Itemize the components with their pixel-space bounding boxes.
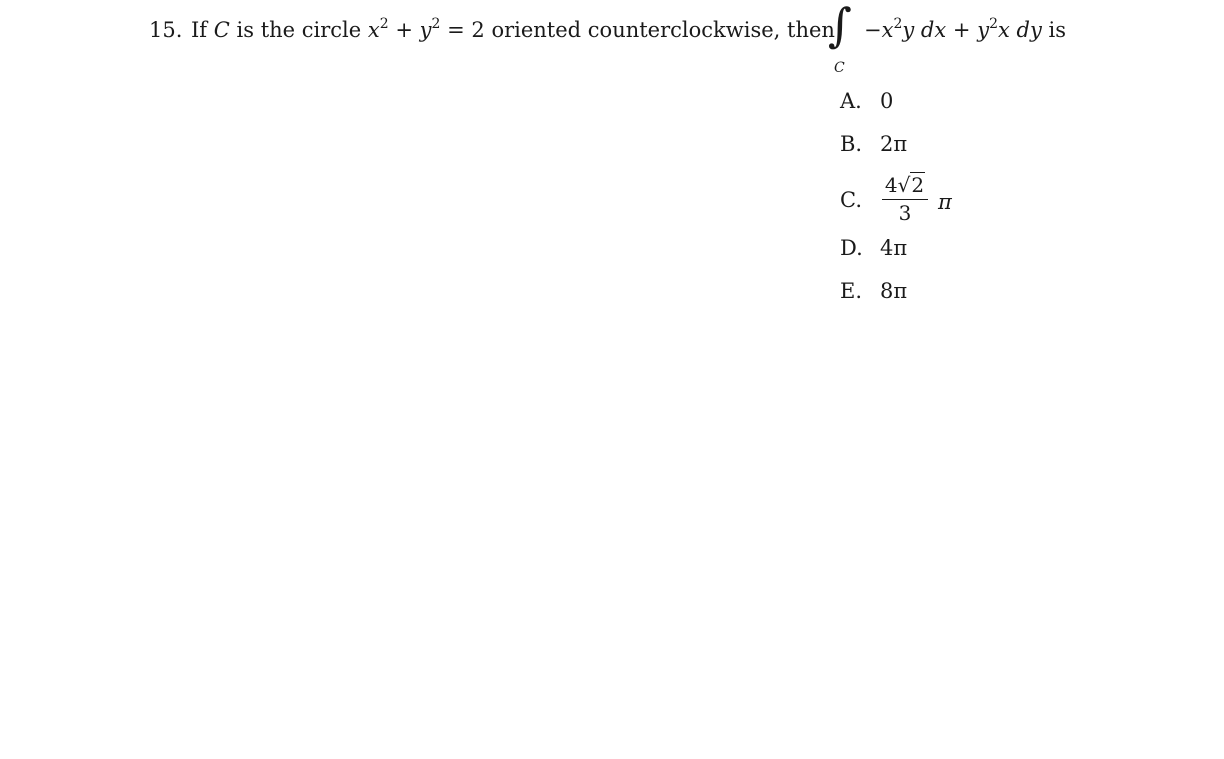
integrand-x: x — [881, 18, 894, 42]
radicand: 2 — [911, 173, 925, 197]
eq-plus: + — [395, 18, 413, 42]
fraction-bar — [882, 199, 928, 200]
choice-a[interactable] — [840, 89, 893, 113]
eq-x: x — [367, 18, 380, 42]
eq-rhs: = 2 — [447, 18, 485, 42]
stem-oriented: oriented counterclockwise, then — [491, 18, 835, 42]
integrand-y: y — [977, 18, 990, 42]
stem-if: If — [191, 18, 208, 42]
fraction-numerator — [882, 174, 928, 196]
choice-c-letter: C. — [840, 188, 862, 212]
integrand-y-dx: y dx — [902, 18, 947, 42]
stem-var-c: C — [213, 18, 230, 42]
numerator-coefficient: 4 — [884, 173, 898, 197]
radical-sign: √ — [897, 173, 911, 197]
choice-e-value: 8π — [880, 279, 908, 303]
integrand-is: is — [1048, 18, 1066, 42]
choice-c-fraction — [882, 174, 928, 224]
fraction-denominator: 3 — [898, 201, 912, 225]
choice-a-letter: A. — [840, 89, 862, 113]
eq-x-exponent: 2 — [379, 16, 389, 32]
question-stem — [191, 18, 835, 42]
question-number: 15. — [149, 18, 183, 42]
eq-y-exponent: 2 — [431, 16, 441, 32]
choice-d-value: 4π — [880, 236, 908, 260]
stem-is-circle: is the circle — [236, 18, 362, 42]
integrand-plus: + — [952, 18, 971, 42]
choice-d[interactable] — [840, 236, 907, 260]
eq-y: y — [419, 18, 432, 42]
choice-e-letter: E. — [840, 279, 863, 303]
integrand-minus: − — [864, 18, 882, 42]
integrand-x-exponent: 2 — [893, 16, 903, 32]
choice-b-value: 2π — [880, 132, 908, 156]
choice-c-pi: π — [938, 190, 952, 214]
choice-d-letter: D. — [840, 236, 863, 260]
choice-e[interactable] — [840, 279, 907, 303]
integral-sign: ∫ — [828, 0, 852, 52]
choice-a-value: 0 — [880, 89, 894, 113]
integrand-y-exponent: 2 — [989, 16, 998, 32]
choice-b[interactable] — [840, 132, 907, 156]
integrand — [864, 18, 1066, 42]
choice-b-letter: B. — [840, 132, 863, 156]
integrand-x-dy: x dy — [997, 18, 1042, 42]
integral-subscript: C — [834, 60, 845, 76]
